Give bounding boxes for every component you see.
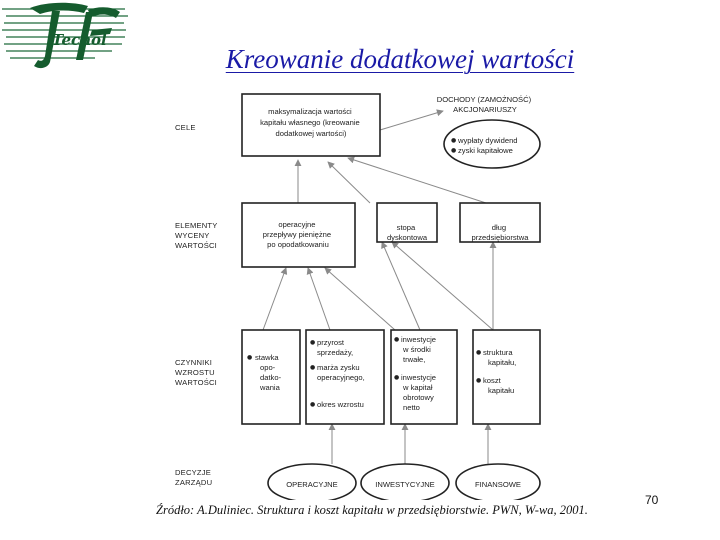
svg-text:●: ● bbox=[476, 377, 482, 384]
page-number: 70 bbox=[645, 493, 659, 507]
value-creation-diagram bbox=[170, 90, 560, 500]
income-items bbox=[451, 136, 518, 155]
growth-factor-text: koszt kapitału bbox=[483, 376, 515, 395]
source-citation: Źródło: A.Duliniec. Struktura i koszt kapitału w przedsiębiorstwie. PWN, W-wa, 2001. bbox=[156, 503, 588, 517]
value-element-text: stopa dyskontowa bbox=[386, 223, 428, 242]
value-element-text: operacyjne przepływy pieniężne po opodatkowaniu bbox=[262, 220, 332, 249]
income-item: zyski kapitałowe bbox=[458, 146, 513, 155]
row-label-elementy: ELEMENTY WYCENY WARTOŚCI bbox=[175, 221, 218, 250]
growth-factor-text: inwestycje w środki trwałe, bbox=[401, 335, 437, 364]
decision-label: OPERACYJNE bbox=[286, 480, 338, 489]
goal-box-text: maksymalizacja wartości kapitału własnego (kreowanie dodatkowej wartości) bbox=[260, 107, 360, 138]
logo-text: Tecnol bbox=[52, 31, 107, 49]
growth-factor-text: struktura kapitału, bbox=[483, 348, 517, 367]
svg-text:●: ● bbox=[451, 137, 457, 144]
decision-label: FINANSOWE bbox=[475, 480, 521, 489]
row-label-czynniki: CZYNNIKI WZROSTU WARTOŚCI bbox=[175, 358, 217, 387]
svg-text:●: ● bbox=[394, 336, 400, 343]
svg-text:●: ● bbox=[476, 349, 482, 356]
row-label-decyzje: DECYZJE ZARZĄDU bbox=[175, 468, 213, 487]
svg-text:●: ● bbox=[451, 147, 457, 154]
svg-text:●: ● bbox=[310, 364, 316, 371]
income-header: DOCHODY (ZAMOŻNOŚĆ) AKCJONARIUSZY bbox=[436, 95, 532, 114]
svg-text:●: ● bbox=[394, 374, 400, 381]
row-label-cele: CELE bbox=[175, 123, 196, 132]
income-item: wypłaty dywidend bbox=[458, 136, 518, 145]
value-element-text: dług przedsiębiorstwa bbox=[471, 223, 529, 242]
page-title: Kreowanie dodatkowej wartości bbox=[225, 44, 575, 74]
decision-label: INWESTYCYJNE bbox=[375, 480, 435, 489]
growth-factor-text: marża zysku operacyjnego, bbox=[317, 363, 365, 382]
growth-factor-text: przyrost sprzedaży, bbox=[317, 338, 354, 357]
growth-factor-text: okres wzrostu bbox=[317, 400, 364, 409]
svg-text:●: ● bbox=[310, 339, 316, 346]
svg-text:●: ● bbox=[247, 354, 253, 361]
svg-text:●: ● bbox=[310, 401, 316, 408]
growth-factor-text: stawka opo- datko- wania bbox=[255, 353, 282, 392]
row-labels bbox=[175, 123, 220, 487]
growth-factor-text: inwestycje w kapitał obrotowy netto bbox=[401, 373, 437, 412]
